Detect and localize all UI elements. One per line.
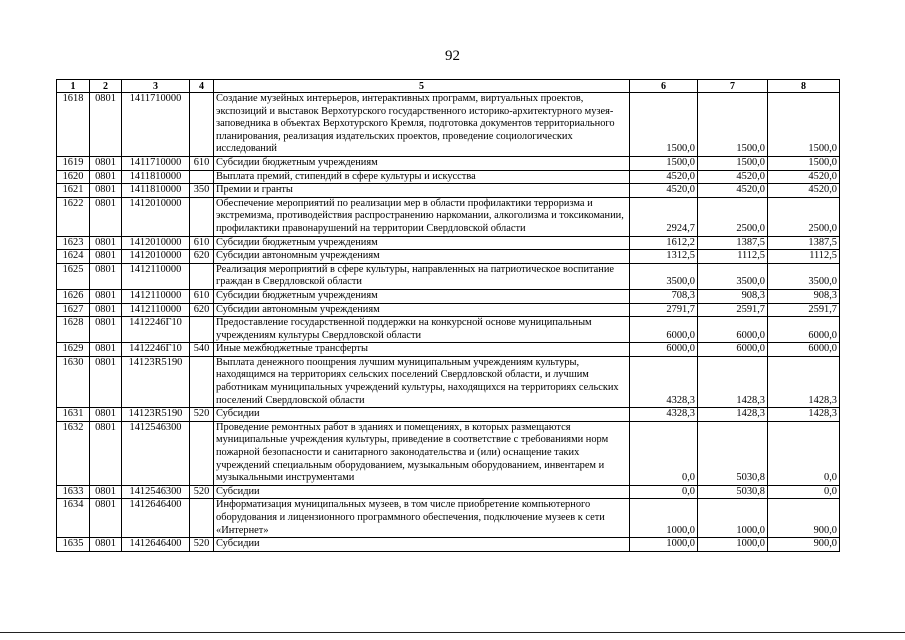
table-row — [57, 408, 840, 422]
amount-col6-cell: 708,3 — [630, 289, 698, 303]
target-article-cell: 1412546300 — [122, 421, 190, 485]
description-cell: Проведение ремонтных работ в зданиях и помещениях, в которых размещаются муниципальные учреждения культуры, приведение в соответствие с требованиями норм пожарной безопасности и санитарного законодательства и (или) оснащение таких учреждений специальным оборудованием, музыкальным оборудованием, инвентарем и музыкальными инструментами — [214, 421, 630, 485]
amount-col8-cell: 4520,0 — [768, 184, 840, 198]
header-cell-4: 4 — [190, 80, 214, 93]
amount-col7-cell: 2591,7 — [698, 303, 768, 317]
section-code-cell: 0801 — [90, 197, 122, 236]
row-number-cell: 1622 — [57, 197, 90, 236]
section-code-cell: 0801 — [90, 236, 122, 250]
amount-col7-cell: 1428,3 — [698, 408, 768, 422]
row-number-cell: 1618 — [57, 93, 90, 157]
target-article-cell: 1412110000 — [122, 263, 190, 289]
expense-type-cell: 540 — [190, 343, 214, 357]
table-row — [57, 197, 840, 236]
target-article-cell: 1411710000 — [122, 156, 190, 170]
header-cell-1: 1 — [57, 80, 90, 93]
row-number-cell: 1627 — [57, 303, 90, 317]
amount-col8-cell: 908,3 — [768, 289, 840, 303]
amount-col7-cell: 1000,0 — [698, 538, 768, 552]
row-number-cell: 1634 — [57, 499, 90, 538]
row-number-cell: 1620 — [57, 170, 90, 184]
table-row — [57, 343, 840, 357]
description-cell: Выплата денежного поощрения лучшим муниципальным учреждениям культуры, находящимся на территориях сельских поселений Свердловской области, и лучшим работникам муниципальных учреждений культуры, находящихся на территориях сельских поселений Свердловской области — [214, 356, 630, 407]
target-article-cell: 1412246Г10 — [122, 317, 190, 343]
table-row — [57, 317, 840, 343]
amount-col6-cell: 4520,0 — [630, 184, 698, 198]
header-cell-3: 3 — [122, 80, 190, 93]
header-cell-6: 6 — [630, 80, 698, 93]
section-code-cell: 0801 — [90, 317, 122, 343]
section-code-cell: 0801 — [90, 485, 122, 499]
expense-type-cell: 520 — [190, 485, 214, 499]
amount-col6-cell: 1500,0 — [630, 156, 698, 170]
table-row — [57, 538, 840, 552]
description-cell: Субсидии автономным учреждениям — [214, 250, 630, 264]
description-cell: Субсидии бюджетным учреждениям — [214, 236, 630, 250]
section-code-cell: 0801 — [90, 356, 122, 407]
table-row — [57, 356, 840, 407]
table-body — [57, 93, 840, 552]
amount-col7-cell: 1112,5 — [698, 250, 768, 264]
amount-col8-cell: 1112,5 — [768, 250, 840, 264]
amount-col6-cell: 6000,0 — [630, 343, 698, 357]
description-cell: Предоставление государственной поддержки на конкурсной основе муниципальным учреждениям культуры Свердловской области — [214, 317, 630, 343]
table-row — [57, 421, 840, 485]
amount-col6-cell: 1000,0 — [630, 499, 698, 538]
expense-type-cell — [190, 170, 214, 184]
amount-col6-cell: 2924,7 — [630, 197, 698, 236]
amount-col8-cell: 1428,3 — [768, 408, 840, 422]
expense-type-cell: 520 — [190, 538, 214, 552]
description-cell: Информатизация муниципальных музеев, в том числе приобретение компьютерного оборудования и лицензионного программного обеспечения, подключение музеев к сети «Интернет» — [214, 499, 630, 538]
section-code-cell: 0801 — [90, 499, 122, 538]
amount-col8-cell: 6000,0 — [768, 343, 840, 357]
amount-col8-cell: 1500,0 — [768, 156, 840, 170]
page-number: 92 — [445, 48, 460, 64]
section-code-cell: 0801 — [90, 421, 122, 485]
section-code-cell: 0801 — [90, 408, 122, 422]
amount-col7-cell: 4520,0 — [698, 170, 768, 184]
amount-col8-cell: 6000,0 — [768, 317, 840, 343]
expense-type-cell: 610 — [190, 289, 214, 303]
amount-col7-cell: 1500,0 — [698, 156, 768, 170]
table-row — [57, 499, 840, 538]
target-article-cell: 1412010000 — [122, 236, 190, 250]
amount-col6-cell: 4328,3 — [630, 408, 698, 422]
amount-col7-cell: 5030,8 — [698, 421, 768, 485]
amount-col6-cell: 1000,0 — [630, 538, 698, 552]
table-row — [57, 485, 840, 499]
amount-col8-cell: 2500,0 — [768, 197, 840, 236]
amount-col8-cell: 3500,0 — [768, 263, 840, 289]
row-number-cell: 1633 — [57, 485, 90, 499]
amount-col7-cell: 1387,5 — [698, 236, 768, 250]
target-article-cell: 1412246Г10 — [122, 343, 190, 357]
section-code-cell: 0801 — [90, 289, 122, 303]
amount-col8-cell: 1387,5 — [768, 236, 840, 250]
row-number-cell: 1635 — [57, 538, 90, 552]
section-code-cell: 0801 — [90, 263, 122, 289]
amount-col8-cell: 2591,7 — [768, 303, 840, 317]
expense-type-cell — [190, 421, 214, 485]
expense-type-cell — [190, 499, 214, 538]
table-row — [57, 184, 840, 198]
amount-col7-cell: 1428,3 — [698, 356, 768, 407]
row-number-cell: 1626 — [57, 289, 90, 303]
amount-col6-cell: 0,0 — [630, 421, 698, 485]
amount-col6-cell: 0,0 — [630, 485, 698, 499]
description-cell: Субсидии бюджетным учреждениям — [214, 156, 630, 170]
target-article-cell: 1412010000 — [122, 197, 190, 236]
header-row — [57, 80, 840, 93]
target-article-cell: 14123R5190 — [122, 408, 190, 422]
expense-type-cell — [190, 197, 214, 236]
amount-col6-cell: 4328,3 — [630, 356, 698, 407]
target-article-cell: 1412110000 — [122, 289, 190, 303]
row-number-cell: 1621 — [57, 184, 90, 198]
table-row — [57, 170, 840, 184]
row-number-cell: 1629 — [57, 343, 90, 357]
table-row — [57, 263, 840, 289]
amount-col7-cell: 6000,0 — [698, 343, 768, 357]
target-article-cell: 1412646400 — [122, 538, 190, 552]
row-number-cell: 1624 — [57, 250, 90, 264]
expense-type-cell — [190, 93, 214, 157]
table-row — [57, 236, 840, 250]
row-number-cell: 1631 — [57, 408, 90, 422]
amount-col8-cell: 1428,3 — [768, 356, 840, 407]
description-cell: Иные межбюджетные трансферты — [214, 343, 630, 357]
budget-table — [56, 79, 840, 552]
expense-type-cell — [190, 263, 214, 289]
amount-col7-cell: 5030,8 — [698, 485, 768, 499]
amount-col7-cell: 6000,0 — [698, 317, 768, 343]
amount-col8-cell: 900,0 — [768, 499, 840, 538]
description-cell: Выплата премий, стипендий в сфере культуры и искусства — [214, 170, 630, 184]
section-code-cell: 0801 — [90, 538, 122, 552]
section-code-cell: 0801 — [90, 184, 122, 198]
amount-col6-cell: 4520,0 — [630, 170, 698, 184]
description-cell: Субсидии бюджетным учреждениям — [214, 289, 630, 303]
table-row — [57, 250, 840, 264]
section-code-cell: 0801 — [90, 303, 122, 317]
description-cell: Субсидии — [214, 485, 630, 499]
amount-col6-cell: 1500,0 — [630, 93, 698, 157]
expense-type-cell: 620 — [190, 250, 214, 264]
description-cell: Премии и гранты — [214, 184, 630, 198]
amount-col8-cell: 900,0 — [768, 538, 840, 552]
header-cell-8: 8 — [768, 80, 840, 93]
expense-type-cell: 620 — [190, 303, 214, 317]
expense-type-cell — [190, 356, 214, 407]
section-code-cell: 0801 — [90, 170, 122, 184]
target-article-cell: 1411810000 — [122, 170, 190, 184]
target-article-cell: 1412010000 — [122, 250, 190, 264]
expense-type-cell: 350 — [190, 184, 214, 198]
description-cell: Субсидии автономным учреждениям — [214, 303, 630, 317]
target-article-cell: 1412110000 — [122, 303, 190, 317]
table-row — [57, 289, 840, 303]
amount-col7-cell: 1000,0 — [698, 499, 768, 538]
section-code-cell: 0801 — [90, 250, 122, 264]
section-code-cell: 0801 — [90, 93, 122, 157]
amount-col6-cell: 6000,0 — [630, 317, 698, 343]
description-cell: Субсидии — [214, 538, 630, 552]
amount-col6-cell: 1612,2 — [630, 236, 698, 250]
amount-col7-cell: 908,3 — [698, 289, 768, 303]
row-number-cell: 1632 — [57, 421, 90, 485]
target-article-cell: 1411710000 — [122, 93, 190, 157]
amount-col8-cell: 0,0 — [768, 421, 840, 485]
row-number-cell: 1630 — [57, 356, 90, 407]
row-number-cell: 1625 — [57, 263, 90, 289]
table-row — [57, 303, 840, 317]
amount-col8-cell: 1500,0 — [768, 93, 840, 157]
row-number-cell: 1623 — [57, 236, 90, 250]
description-cell: Реализация мероприятий в сфере культуры, направленных на патриотическое воспитание граждан в Свердловской области — [214, 263, 630, 289]
amount-col7-cell: 3500,0 — [698, 263, 768, 289]
target-article-cell: 1411810000 — [122, 184, 190, 198]
target-article-cell: 14123R5190 — [122, 356, 190, 407]
page-bottom-rule — [0, 632, 905, 633]
amount-col6-cell: 1312,5 — [630, 250, 698, 264]
table-row — [57, 93, 840, 157]
amount-col6-cell: 3500,0 — [630, 263, 698, 289]
expense-type-cell: 520 — [190, 408, 214, 422]
description-cell: Создание музейных интерьеров, интерактивных программ, виртуальных проектов, экспозиций и выставок Верхотурского государственного историко-архитектурного музея-заповедника в объектах Верхотурского Кремля, подготовка документов территориального планирования, реализация издательских проектов, проведение социологических исследований — [214, 93, 630, 157]
amount-col6-cell: 2791,7 — [630, 303, 698, 317]
section-code-cell: 0801 — [90, 156, 122, 170]
description-cell: Обеспечение мероприятий по реализации мер в области профилактики терроризма и экстремизма, противодействия распространению наркомании, алкоголизма и токсикомании, профилактики правонарушений на территории Свердловской области — [214, 197, 630, 236]
expense-type-cell — [190, 317, 214, 343]
amount-col8-cell: 4520,0 — [768, 170, 840, 184]
amount-col7-cell: 4520,0 — [698, 184, 768, 198]
section-code-cell: 0801 — [90, 343, 122, 357]
table-row — [57, 156, 840, 170]
row-number-cell: 1628 — [57, 317, 90, 343]
amount-col7-cell: 2500,0 — [698, 197, 768, 236]
expense-type-cell: 610 — [190, 156, 214, 170]
row-number-cell: 1619 — [57, 156, 90, 170]
target-article-cell: 1412546300 — [122, 485, 190, 499]
amount-col7-cell: 1500,0 — [698, 93, 768, 157]
description-cell: Субсидии — [214, 408, 630, 422]
header-cell-7: 7 — [698, 80, 768, 93]
target-article-cell: 1412646400 — [122, 499, 190, 538]
header-cell-5: 5 — [214, 80, 630, 93]
expense-type-cell: 610 — [190, 236, 214, 250]
amount-col8-cell: 0,0 — [768, 485, 840, 499]
header-cell-2: 2 — [90, 80, 122, 93]
